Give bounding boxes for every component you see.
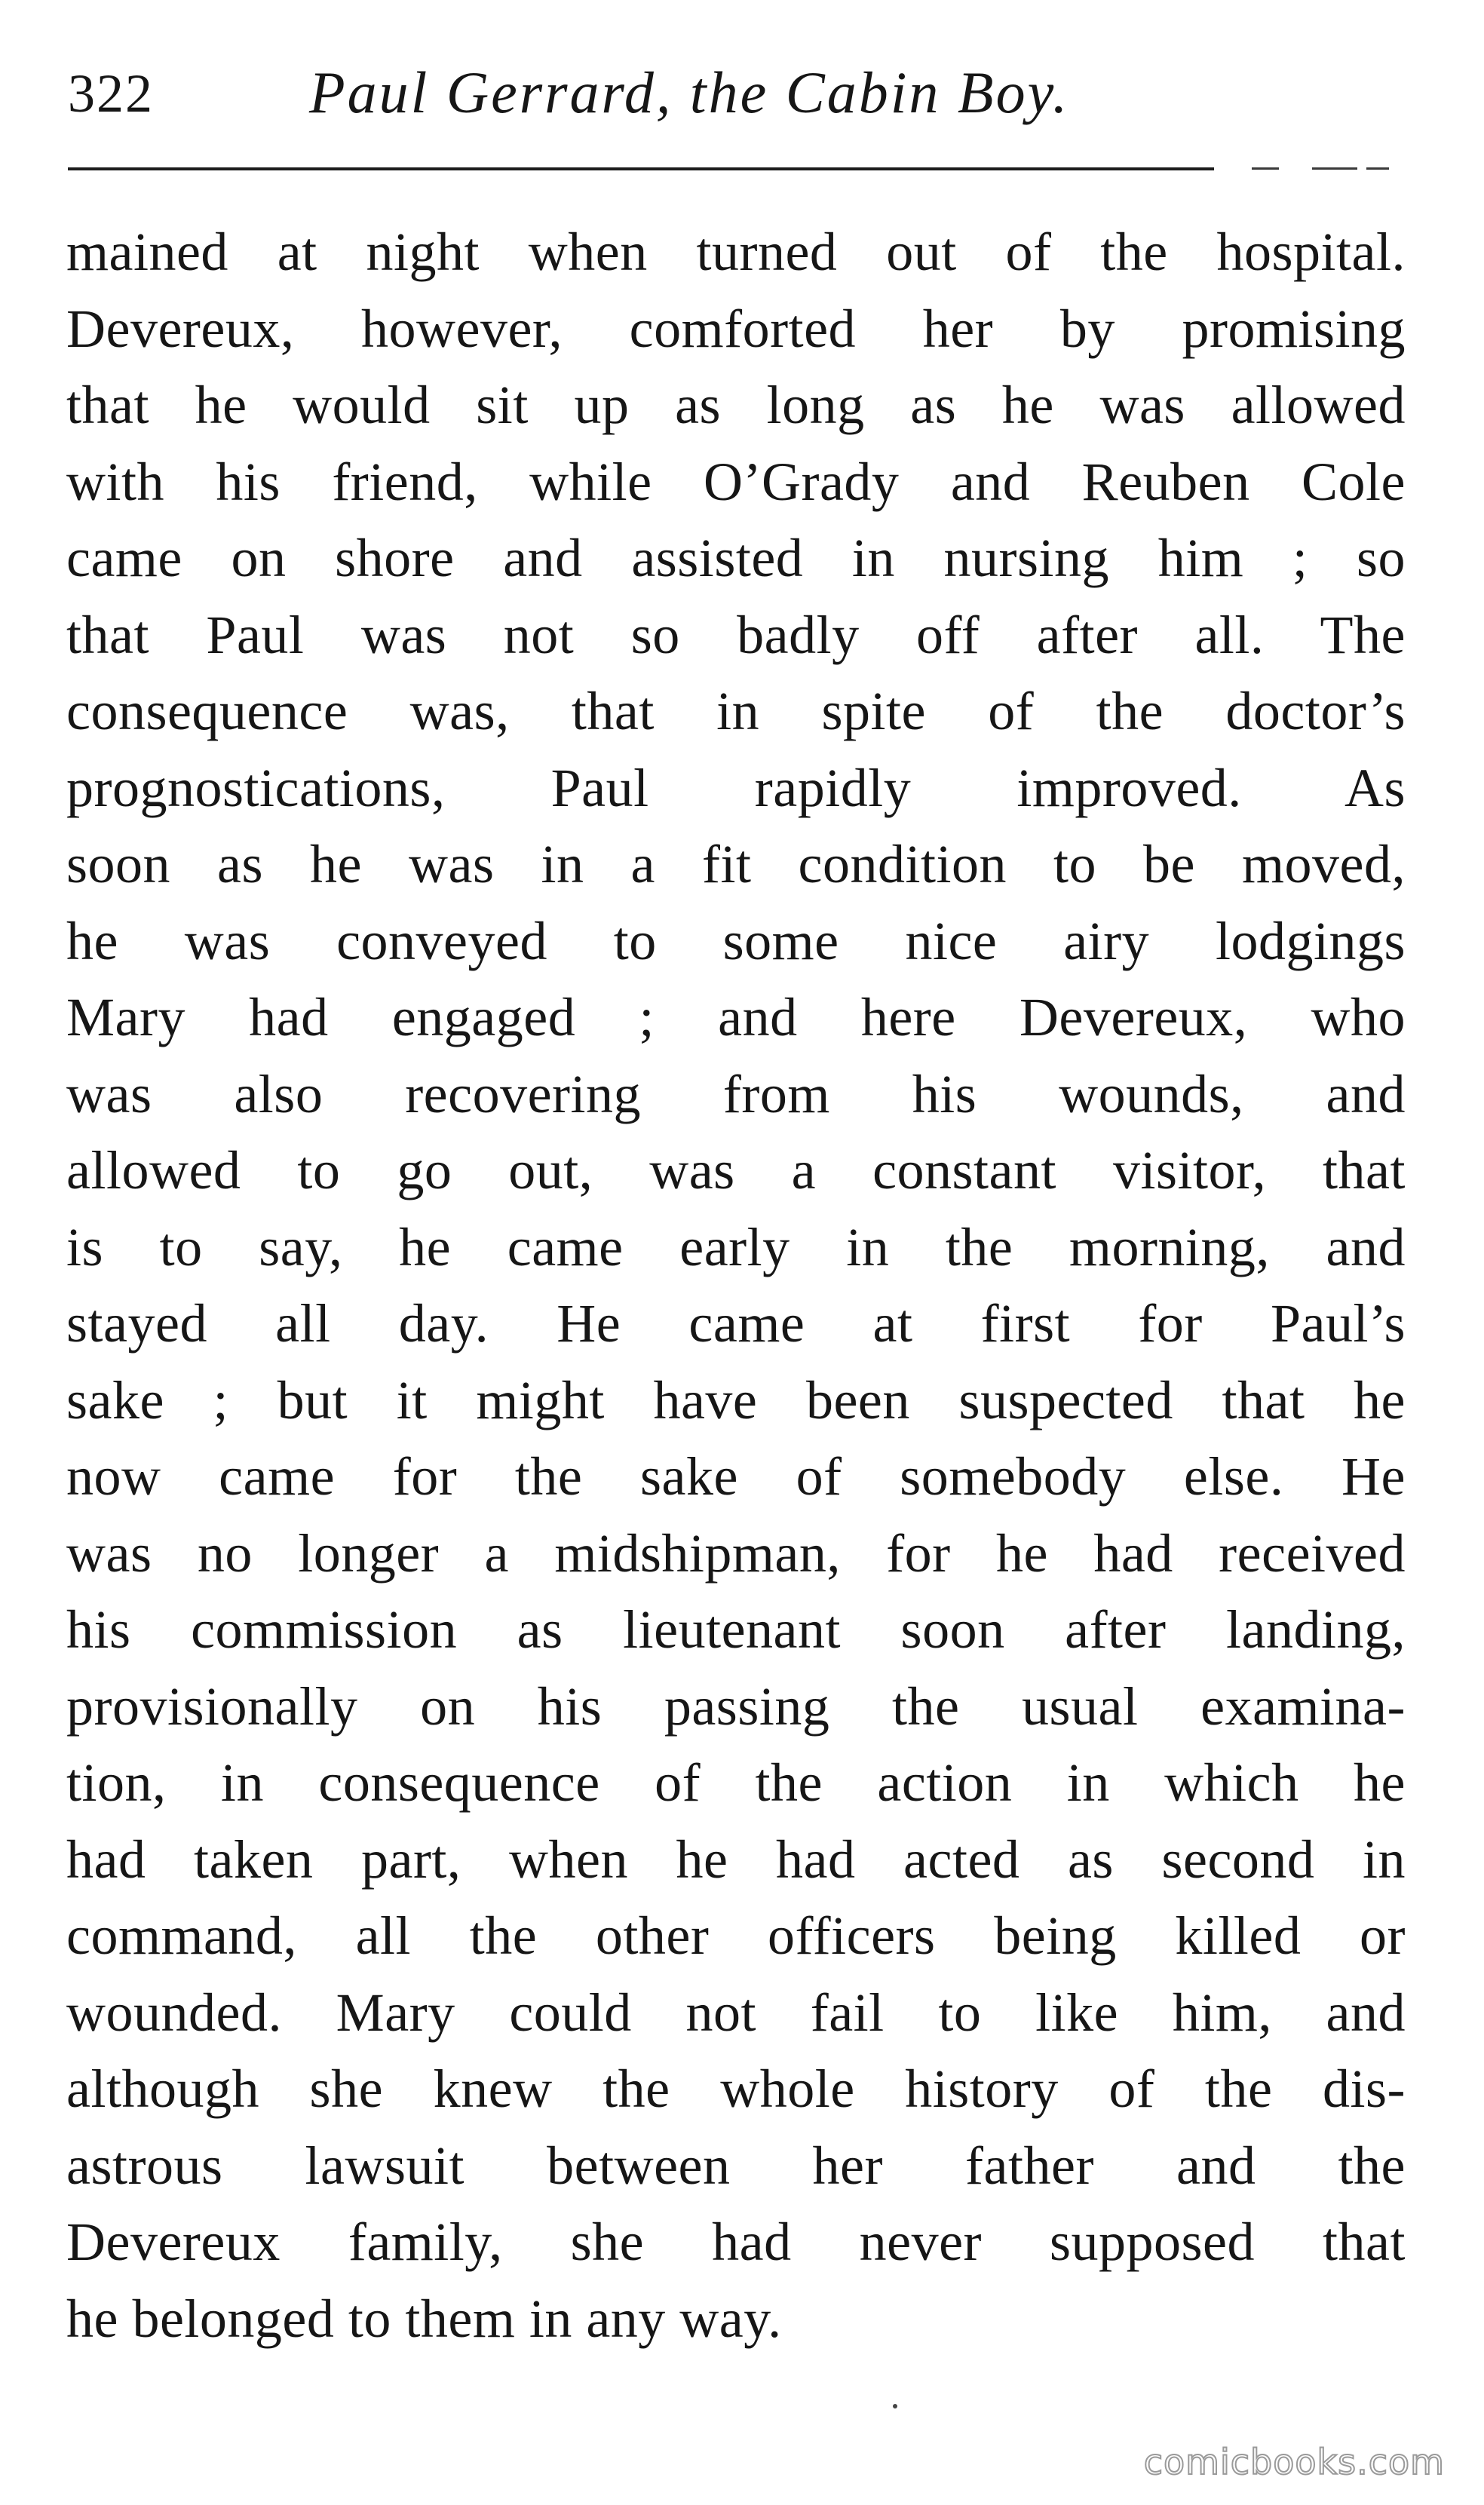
text-line: stayed all day. He came at first for Paul’s xyxy=(66,1293,1406,1354)
watermark: comicbooks.com xyxy=(1143,2442,1445,2482)
text-line: provisionally on his passing the usual examina- xyxy=(66,1676,1406,1737)
header-rule xyxy=(68,167,1214,170)
text-line: his commission as lieutenant soon after landing, xyxy=(66,1599,1406,1660)
text-line: that he would sit up as long as he was allowed xyxy=(66,375,1406,435)
text-line: was no longer a midshipman, for he had received xyxy=(66,1522,1406,1584)
text-line: astrous lawsuit between her father and the xyxy=(66,2135,1406,2196)
text-line: prognostications, Paul rapidly improved. As xyxy=(66,757,1406,818)
header-rule-fragment xyxy=(1252,167,1279,170)
text-line: he was conveyed to some nice airy lodgings xyxy=(66,910,1406,971)
text-line: Devereux, however, comforted her by promising xyxy=(66,298,1406,359)
text-line: with his friend, while O’Grady and Reuben Cole xyxy=(66,451,1406,512)
body-text xyxy=(66,214,1406,2357)
text-line: allowed to go out, was a constant visitor, that xyxy=(66,1140,1406,1200)
text-line: he belonged to them in any way. xyxy=(66,2288,782,2349)
text-line: soon as he was in a fit condition to be moved, xyxy=(66,834,1406,894)
text-line: although she knew the whole history of the dis- xyxy=(66,2059,1406,2119)
header-rule-fragment xyxy=(1312,167,1357,170)
text-line: wounded. Mary could not fail to like him, and xyxy=(66,1982,1406,2043)
text-line: that Paul was not so badly off after all. The xyxy=(66,604,1406,665)
header-rule-fragment xyxy=(1366,167,1389,170)
running-title: Paul Gerrard, the Cabin Boy. xyxy=(309,60,1070,125)
text-line: mained at night when turned out of the hospital. xyxy=(66,222,1406,282)
page-number: 322 xyxy=(68,63,154,124)
text-line: had taken part, when he had acted as second in xyxy=(66,1829,1406,1890)
text-line: command, all the other officers being killed or xyxy=(66,1906,1406,1966)
text-line: Devereux family, she had never supposed that xyxy=(66,2212,1406,2272)
text-line: consequence was, that in spite of the doctor’s xyxy=(66,681,1406,741)
text-line: tion, in consequence of the action in which he xyxy=(66,1752,1406,1813)
text-line: came on shore and assisted in nursing him ; so xyxy=(66,528,1406,588)
text-line: now came for the sake of somebody else. He xyxy=(66,1446,1406,1507)
stray-ink-mark xyxy=(893,2404,897,2408)
text-line: is to say, he came early in the morning, and xyxy=(66,1216,1406,1277)
text-line: was also recovering from his wounds, and xyxy=(66,1063,1406,1124)
text-line: Mary had engaged ; and here Devereux, who xyxy=(66,987,1406,1047)
text-line: sake ; but it might have been suspected that he xyxy=(66,1369,1406,1430)
